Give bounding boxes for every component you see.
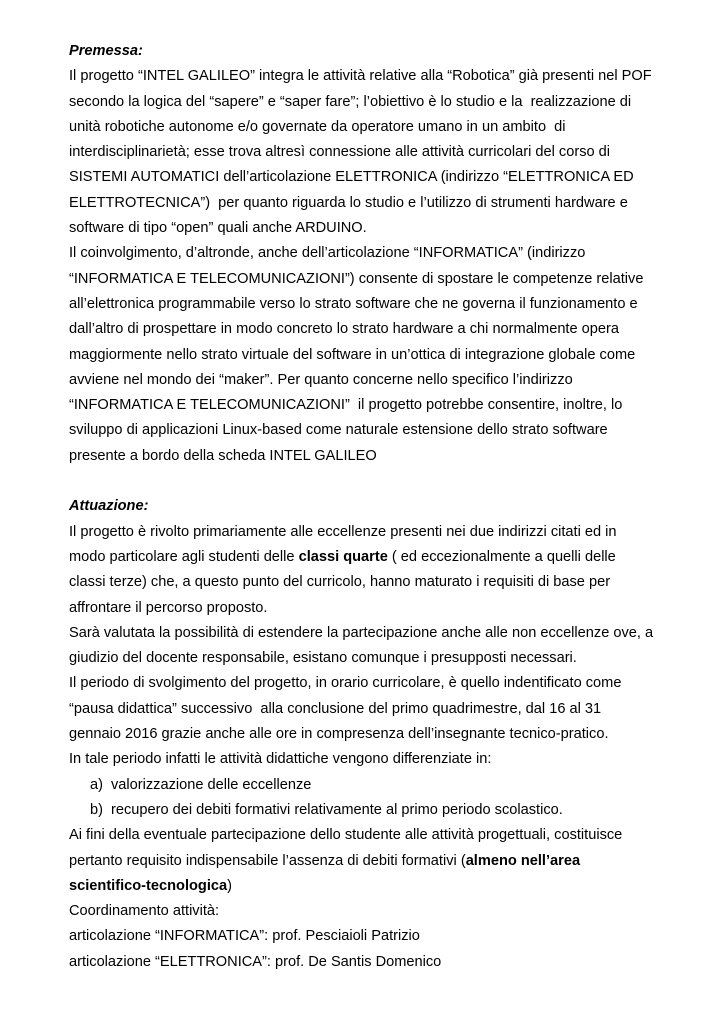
text-run: modo particolare agli studenti delle [69,548,299,565]
list-marker: a) [90,776,103,793]
list-item [69,773,669,798]
premessa-line: interdisciplinarietà; esse trova altresì connessione alle attività curricolari del corso di [69,144,611,161]
bold-text-area: scientifico-tecnologica [69,877,228,894]
premessa-line: presente a bordo della scheda INTEL GALILEO [69,447,377,464]
attuazione-line: “pausa didattica” successivo alla conclusione del primo quadrimestre, dal 16 al 31 [69,700,602,717]
coordinator-elettronica: articolazione “ELETTRONICA”: prof. De Santis Domenico [69,953,442,970]
list-marker: b) [90,801,103,818]
attuazione-line: In tale periodo infatti le attività didattiche vengono differenziate in: [69,751,492,768]
premessa-heading: Premessa: [69,43,143,59]
premessa-line: Il coinvolgimento, d’altronde, anche dell’articolazione “INFORMATICA” (indirizzo [69,245,586,262]
text-run: ( ed eccezionalmente a quelli delle [387,548,616,565]
premessa-line: software di tipo “open” quali anche ARDUINO. [69,220,367,237]
attuazione-line: Il progetto è rivolto primariamente alle eccellenze presenti nei due indirizzi citati ed in [69,523,617,540]
list-item-text: recupero dei debiti formativi relativamente al primo periodo scolastico. [111,801,563,818]
list-item [69,798,669,823]
paragraph-spacer [69,469,669,494]
premessa-line: unità robotiche autonome e/o governate da operatore umano in un ambito di [69,118,566,135]
premessa-line: avviene nel mondo dei “maker”. Per quanto concerne nello specifico l’indirizzo [69,371,573,388]
attuazione-line: Il periodo di svolgimento del progetto, in orario curricolare, è quello indentificato come [69,675,622,692]
premessa-line: SISTEMI AUTOMATICI dell’articolazione ELETTRONICA (indirizzo “ELETTRONICA ED [69,169,634,186]
premessa-line: Il progetto “INTEL GALILEO” integra le attività relative alla “Robotica” già presenti nel POF [69,68,652,85]
premessa-line: “INFORMATICA E TELECOMUNICAZIONI”) consente di spostare le competenze relative [69,270,644,287]
attuazione-line [69,849,669,874]
premessa-line: dall’altro di prospettare in modo concreto lo strato hardware a chi normalmente opera [69,321,619,338]
premessa-line: all’elettronica programmabile verso lo strato software che ne governa il funzionamento e [69,295,638,312]
attuazione-line: affrontare il percorso proposto. [69,599,268,616]
list-item-text: valorizzazione delle eccellenze [111,776,312,793]
attuazione-line: Sarà valutata la possibilità di estendere la partecipazione anche alle non eccellenze ove, a [69,624,654,641]
text-run: pertanto requisito indispensabile l’assenza di debiti formativi ( [69,852,466,869]
premessa-line: secondo la logica del “sapere” e “saper fare”; l’obiettivo è lo studio e la realizzazione di [69,93,632,110]
coordination-title: Coordinamento attività: [69,903,220,920]
attuazione-line [69,874,669,899]
attuazione-line: gennaio 2016 grazie anche alle ore in compresenza dell’insegnante tecnico-pratico. [69,726,609,743]
document-page [69,39,669,975]
premessa-line: “INFORMATICA E TELECOMUNICAZIONI” il progetto potrebbe consentire, inoltre, lo [69,397,623,414]
text-run: ) [227,877,233,894]
attuazione-heading: Attuazione: [69,498,149,515]
bold-text-area: almeno nell’area [465,852,581,869]
coordinator-informatica: articolazione “INFORMATICA”: prof. Pesciaioli Patrizio [69,928,420,945]
premessa-line: ELETTROTECNICA”) per quanto riguarda lo studio e l’utilizzo di strumenti hardware e [69,194,628,211]
bold-text-classi-quarte: classi quarte [298,548,388,565]
attuazione-line: classi terze) che, a questo punto del curricolo, hanno maturato i requisiti di base per [69,574,611,591]
attuazione-line: Ai fini della eventuale partecipazione dello studente alle attività progettuali, costituisce [69,827,623,844]
premessa-line: maggiormente nello strato virtuale del software in un’ottica di integrazione globale come [69,346,636,363]
premessa-line: sviluppo di applicazioni Linux-based come naturale estensione dello strato software [69,422,608,439]
attuazione-line [69,545,669,570]
attuazione-line: giudizio del docente responsabile, esistano comunque i presupposti necessari. [69,650,577,667]
